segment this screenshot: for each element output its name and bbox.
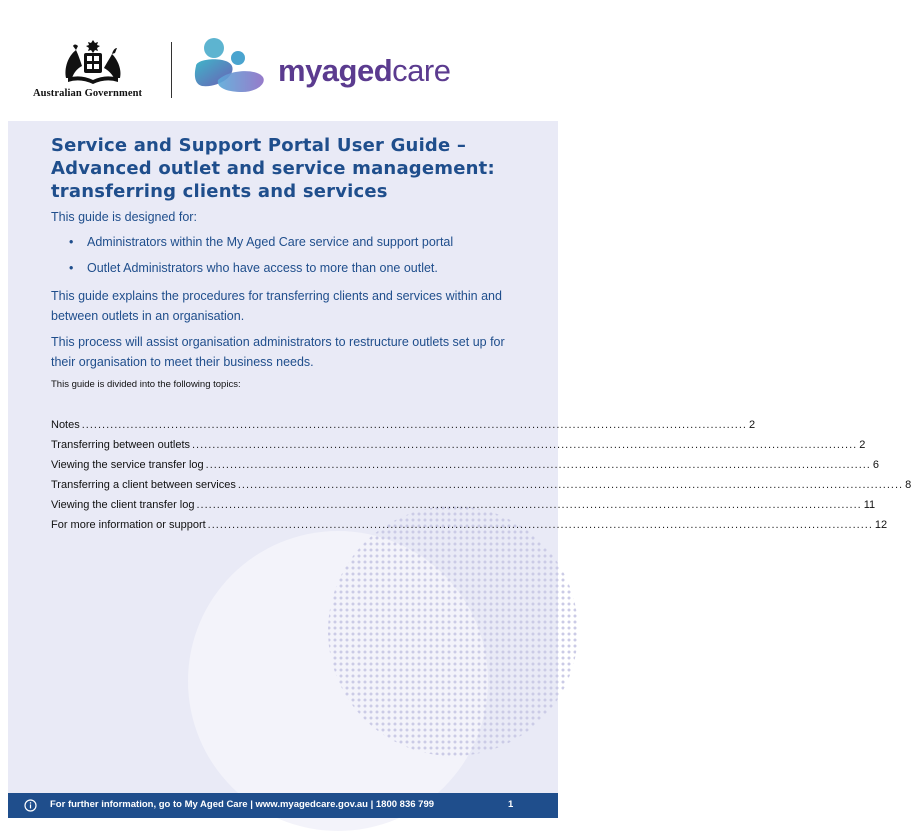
toc-title[interactable]: For more information or support bbox=[51, 519, 206, 531]
toc-leader: .................................................................................................................................................................... bbox=[196, 499, 862, 511]
toc-page: 11 bbox=[863, 499, 876, 511]
toc-row[interactable] bbox=[51, 419, 756, 439]
toc-row[interactable] bbox=[51, 439, 866, 459]
topics-intro: This guide is divided into the following topics: bbox=[51, 379, 241, 390]
toc-row[interactable] bbox=[51, 519, 888, 539]
toc-row[interactable] bbox=[51, 459, 879, 479]
bullet-icon: • bbox=[69, 235, 74, 249]
document-title: Service and Support Portal User Guide – Advanced outlet and service management: transferring clients and services bbox=[51, 135, 495, 202]
my-aged-care-wordmark bbox=[278, 53, 450, 89]
audience-intro: This guide is designed for: bbox=[51, 210, 197, 224]
list-item bbox=[51, 260, 516, 277]
toc-leader: .................................................................................................................................................................... bbox=[205, 459, 871, 471]
toc-page: 6 bbox=[872, 459, 879, 471]
my-aged-care-logo-icon bbox=[188, 36, 270, 98]
brand-part-1: myaged bbox=[278, 53, 393, 88]
page-header bbox=[0, 0, 568, 121]
header-divider bbox=[171, 42, 172, 98]
coat-of-arms-icon bbox=[60, 38, 126, 86]
paragraph: This guide explains the procedures for transferring clients and services within and between outlets in an organisation. bbox=[51, 289, 502, 323]
toc-title[interactable]: Viewing the client transfer log bbox=[51, 499, 195, 511]
toc-leader: .................................................................................................................................................................... bbox=[192, 439, 858, 451]
toc-title[interactable]: Transferring between outlets bbox=[51, 439, 190, 451]
audience-list bbox=[51, 234, 516, 277]
page-footer bbox=[8, 793, 558, 818]
list-item bbox=[51, 234, 516, 251]
page-number: 1 bbox=[508, 799, 514, 810]
brand-part-2: care bbox=[392, 53, 451, 88]
toc-leader: .................................................................................................................................................................... bbox=[81, 419, 747, 431]
toc-row[interactable] bbox=[51, 499, 876, 519]
paragraph: This process will assist organisation administrators to restructure outlets set up for their organisation to meet their business needs. bbox=[51, 335, 505, 369]
toc-row[interactable] bbox=[51, 479, 911, 499]
info-icon bbox=[24, 799, 37, 812]
toc-page: 2 bbox=[748, 419, 756, 431]
toc-title[interactable]: Notes bbox=[51, 419, 80, 431]
bullet-icon: • bbox=[69, 261, 74, 275]
toc-page: 8 bbox=[905, 479, 911, 491]
toc-page: 12 bbox=[874, 519, 888, 531]
bullet-text: Outlet Administrators who have access to more than one outlet. bbox=[87, 261, 438, 275]
bullet-text: Administrators within the My Aged Care service and support portal bbox=[87, 235, 454, 249]
toc-leader: .................................................................................................................................................................... bbox=[237, 479, 904, 491]
toc-page: 2 bbox=[859, 439, 866, 451]
page-content bbox=[51, 134, 911, 539]
toc-title[interactable]: Transferring a client between services bbox=[51, 479, 236, 491]
toc-leader: .................................................................................................................................................................... bbox=[207, 519, 873, 531]
toc-title[interactable]: Viewing the service transfer log bbox=[51, 459, 204, 471]
table-of-contents bbox=[51, 419, 911, 539]
footer-info-text: For further information, go to My Aged Care | www.myagedcare.gov.au | 1800 836 799 bbox=[50, 799, 435, 810]
government-label: Australian Government bbox=[33, 88, 143, 99]
